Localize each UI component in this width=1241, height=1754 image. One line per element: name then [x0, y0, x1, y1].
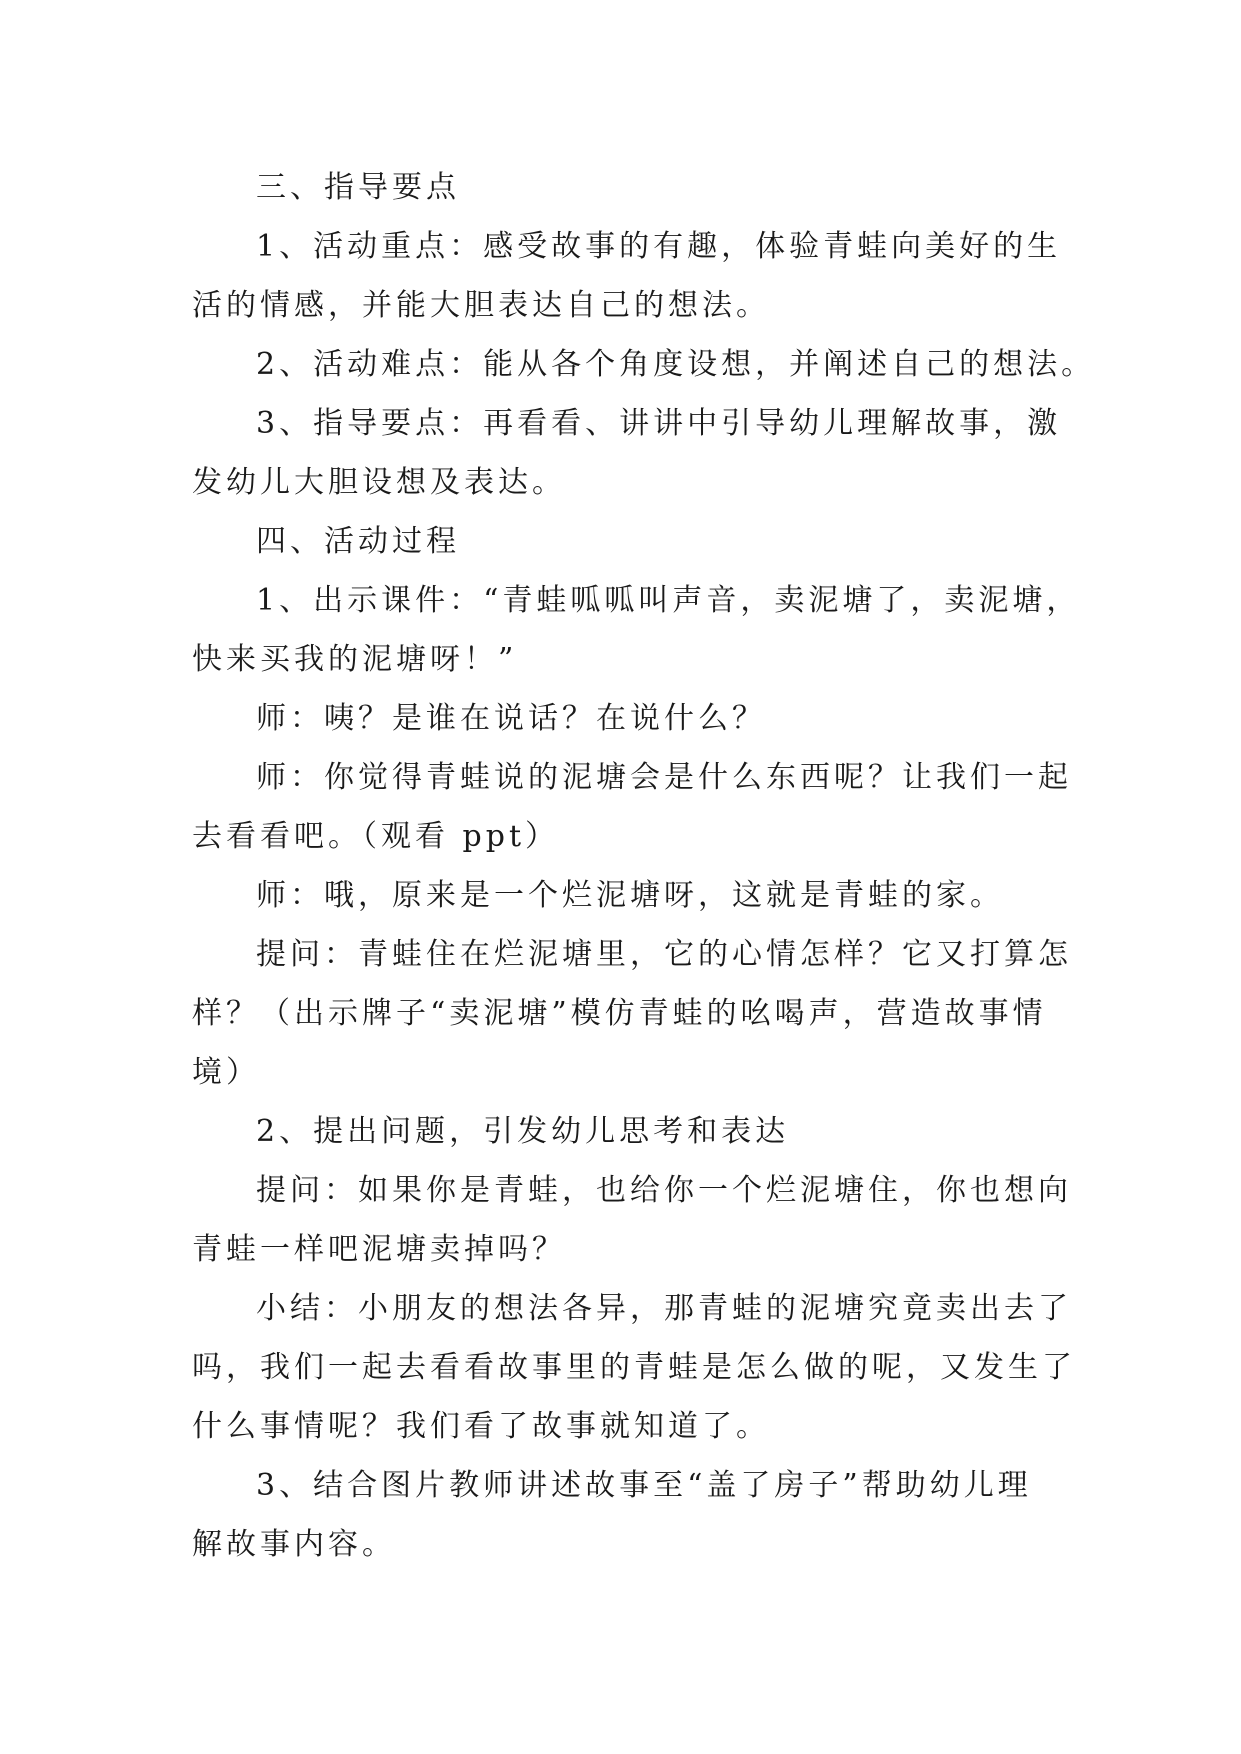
- text-line: 1、活动重点：感受故事的有趣，体验青蛙向美好的生: [256, 229, 1062, 264]
- paragraph-step-2: [192, 1102, 1072, 1161]
- paragraph-question-2: [192, 1161, 1072, 1279]
- text-line: 快来买我的泥塘呀！”: [192, 642, 518, 677]
- paragraph-guidance-points: [192, 394, 1072, 512]
- text-line: 小结：小朋友的想法各异，那青蛙的泥塘究竟卖出去了: [256, 1291, 1072, 1326]
- text-line: 解故事内容。: [192, 1527, 396, 1562]
- paragraph-step-3: [192, 1456, 1072, 1574]
- section-heading: [192, 512, 1072, 571]
- text-line: 三、指导要点: [256, 170, 460, 205]
- text-line: 样？（出示牌子“卖泥塘”模仿青蛙的吆喝声，营造故事情: [192, 996, 1047, 1031]
- text-line: 四、活动过程: [256, 524, 460, 559]
- paragraph-summary: [192, 1279, 1076, 1456]
- text-line: 师：你觉得青蛙说的泥塘会是什么东西呢？让我们一起: [256, 760, 1072, 795]
- paragraph-step-1: [192, 571, 1081, 689]
- text-line: 青蛙一样吧泥塘卖掉吗？: [192, 1232, 566, 1267]
- document-body: [192, 158, 1096, 1574]
- section-heading: [192, 158, 1072, 217]
- text-line: 活的情感，并能大胆表达自己的想法。: [192, 288, 770, 323]
- text-line: 2、活动难点：能从各个角度设想，并阐述自己的想法。: [256, 347, 1096, 382]
- text-line: 1、出示课件：“青蛙呱呱叫声音，卖泥塘了，卖泥塘，: [256, 583, 1081, 618]
- text-line: 提问：如果你是青蛙，也给你一个烂泥塘住，你也想向: [256, 1173, 1072, 1208]
- text-line: 发幼儿大胆设想及表达。: [192, 465, 566, 500]
- paragraph-question-1: [192, 925, 1072, 1102]
- paragraph-teacher-2: [192, 748, 1072, 866]
- text-line: 师：咦？是谁在说话？在说什么？: [256, 701, 766, 736]
- text-line: 3、结合图片教师讲述故事至“盖了房子”帮助幼儿理: [256, 1468, 1032, 1503]
- text-line: 3、指导要点：再看看、讲讲中引导幼儿理解故事，激: [256, 406, 1062, 441]
- paragraph-teacher-1: [192, 689, 1072, 748]
- paragraph-teacher-3: [192, 866, 1072, 925]
- paragraph-activity-focus: [192, 217, 1072, 335]
- text-line: 2、提出问题，引发幼儿思考和表达: [256, 1114, 790, 1149]
- text-line: 境）: [192, 1055, 260, 1090]
- paragraph-activity-difficulty: [192, 335, 1096, 394]
- text-line: 提问：青蛙住在烂泥塘里，它的心情怎样？它又打算怎: [256, 937, 1072, 972]
- text-line: 什么事情呢？我们看了故事就知道了。: [192, 1409, 770, 1444]
- text-line: 吗，我们一起去看看故事里的青蛙是怎么做的呢，又发生了: [192, 1350, 1076, 1385]
- text-line: 师：哦，原来是一个烂泥塘呀，这就是青蛙的家。: [256, 878, 1004, 913]
- text-line: 去看看吧。（观看 ppt）: [192, 819, 559, 854]
